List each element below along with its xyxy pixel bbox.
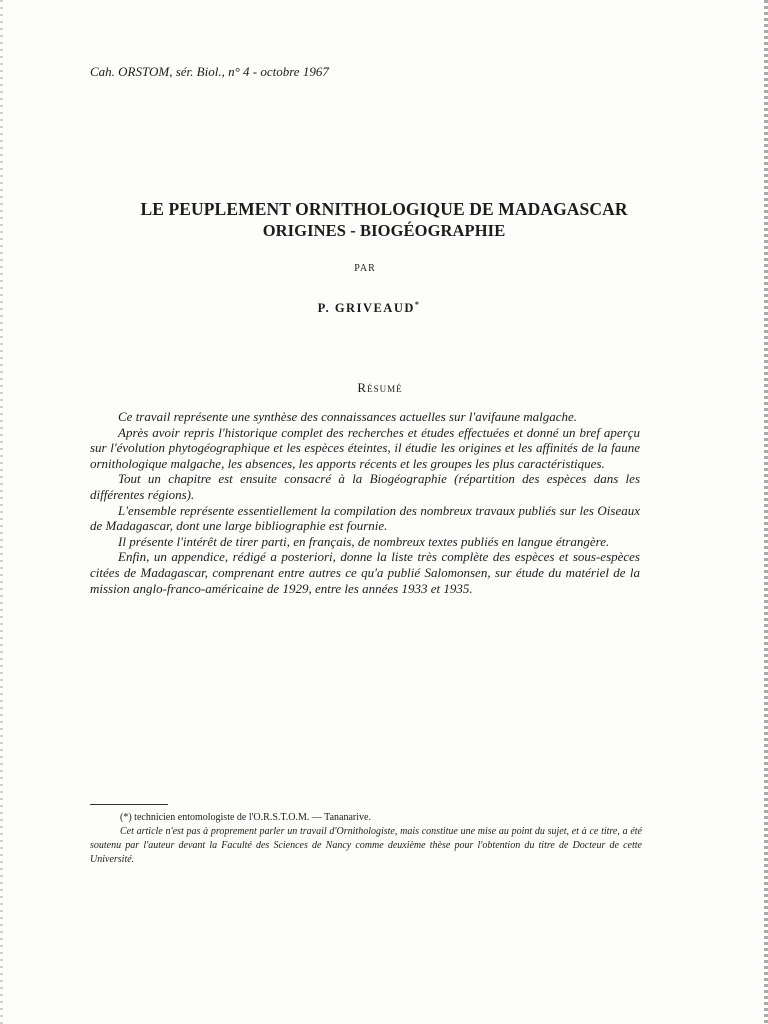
scan-right-edge [764, 0, 768, 1024]
footnote-author: (*) technicien entomologiste de l'O.R.S.T.O.M. — Tananarive. [120, 812, 371, 823]
article-title: LE PEUPLEMENT ORNITHOLOGIQUE DE MADAGASCAR [140, 199, 628, 219]
abstract-paragraph: L'ensemble représente essentiellement la compilation des nombreux travaux publiés sur les Oiseaux de Madagascar, dont une large bibliographie est fournie. [90, 502, 640, 534]
abstract-body [90, 409, 640, 596]
abstract-paragraph: Après avoir repris l'historique complet des recherches et études effectuées et donné un bref aperçu sur l'évolution phytogéographique et les espèces éteintes, il étudie les origines et les affinités de la faune ornithologique malgache, les absences, les apports récents et les groupes les plus caractéristiques. [90, 424, 640, 471]
abstract-paragraph: Enfin, un appendice, rédigé a posteriori, donne la liste très complète des espèces et sous-espèces citées de Madagascar, comprenant entre autres ce qu'a publié Salomonsen, sur étude du matériel de la mission anglo-franco-américaine de 1929, entre les années 1933 et 1935. [90, 549, 640, 596]
footnotes [90, 811, 642, 867]
scan-left-edge [0, 0, 3, 1024]
abstract-paragraph: Ce travail représente une synthèse des connaissances actuelles sur l'avifaune malgache. [118, 409, 577, 424]
abstract-paragraph: Tout un chapitre est ensuite consacré à la Biogéographie (répartition des espèces dans les différentes régions). [90, 471, 640, 502]
journal-reference: Cah. ORSTOM, sér. Biol., n° 4 - octobre 1967 [90, 64, 329, 79]
footnote-divider [90, 804, 168, 805]
by-line: PAR [354, 263, 376, 274]
article-subtitle: ORIGINES - BIOGÉOGRAPHIE [262, 221, 506, 240]
resume-heading: Résumé [357, 380, 403, 395]
footnote-article-note: Cet article n'est pas à proprement parler un travail d'Ornithologiste, mais constitue une mise au point du sujet, et à ce titre, a été soutenu par l'auteur devant la Faculté des Sciences de Nancy comme deuxième thèse pour l'obtention du titre de Docteur de cette Université. [90, 826, 642, 865]
author-footnote-mark: * [414, 300, 421, 309]
abstract-paragraph: Il présente l'intérêt de tirer parti, en français, de nombreux textes publiés en langue étrangère. [118, 533, 610, 549]
author-name [0, 300, 738, 316]
author-name-text: P. GRIVEAUD [317, 301, 415, 316]
